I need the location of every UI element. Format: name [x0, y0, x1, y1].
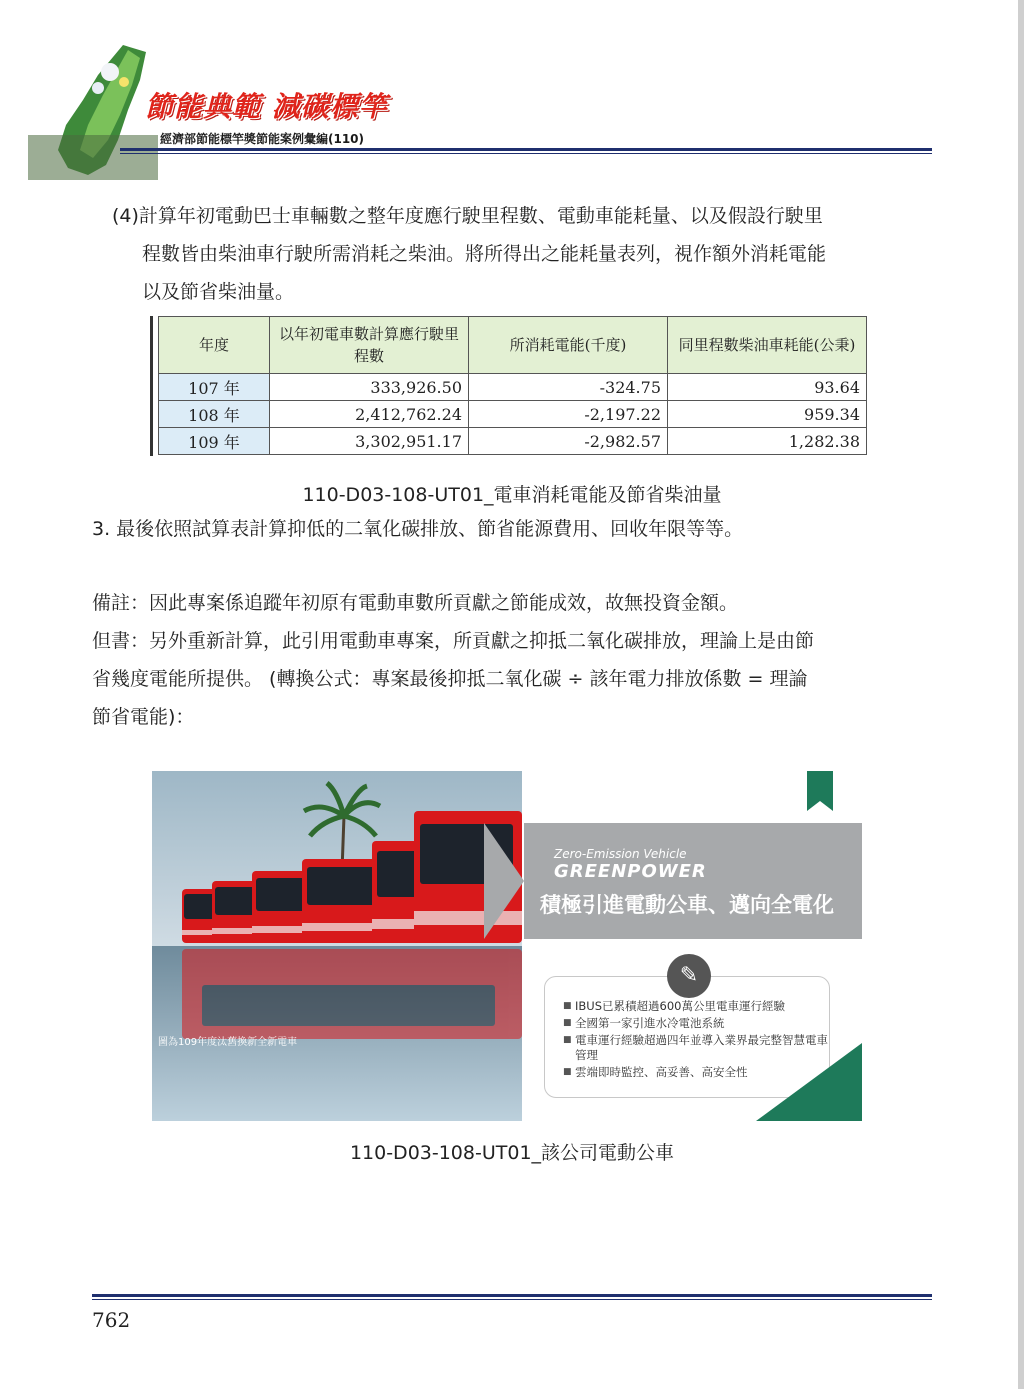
feature-item: ■ 全國第一家引進水冷電池系統 [563, 1016, 829, 1031]
feature-item: ■ 電車運行經驗超過四年並導入業界最完整智慧電車管理 [563, 1033, 829, 1063]
banner-arrow [484, 823, 524, 939]
photo-caption: 110-D03-108-UT01_該公司電動公車 [349, 1142, 675, 1164]
feature-item: ■ IBUS已累積超過600萬公里電車運行經驗 [563, 999, 829, 1014]
col-header-mileage: 以年初電車數計算應行駛里程數 [270, 317, 469, 374]
edit-icon: ✎ [667, 954, 711, 998]
table-row [159, 428, 867, 455]
photo-overlay-caption: 圖為109年度汰舊換新全新電車 [158, 1037, 298, 1048]
cell-mileage: 333,926.50 [270, 374, 469, 401]
energy-table [158, 316, 867, 455]
col-header-electricity: 所消耗電能(千度) [469, 317, 668, 374]
table-header-row [159, 317, 867, 374]
bus-4 [302, 859, 382, 943]
slogan-text: 積極引進電動公車、邁向全電化 [540, 893, 834, 917]
note-line-3: 省幾度電能所提供。 (轉換公式：專案最後抑抵二氧化碳 ÷ 該年電力排放係數 = 理論 [92, 668, 808, 690]
feature-item: ■ 雲端即時監控、高妥善、高安全性 [563, 1065, 829, 1080]
cell-diesel: 1,282.38 [668, 428, 867, 455]
cell-electricity: -2,982.57 [469, 428, 668, 455]
cell-mileage: 3,302,951.17 [270, 428, 469, 455]
brand-name: GREENPOWER [554, 861, 707, 882]
bus-reflection [182, 949, 522, 1039]
cell-electricity: -2,197.22 [469, 401, 668, 428]
table-row [159, 401, 867, 428]
green-corner-decoration [756, 1043, 862, 1121]
table-caption: 110-D03-108-UT01_電車消耗電能及節省柴油量 [302, 484, 722, 506]
cell-diesel: 959.34 [668, 401, 867, 428]
paragraph-4-line-1: (4)計算年初電動巴士車輛數之整年度應行駛里程數、電動車能耗量、以及假設行駛里 [112, 205, 823, 227]
note-line-4: 節省電能)： [92, 706, 195, 728]
cell-electricity: -324.75 [469, 374, 668, 401]
cell-diesel: 93.64 [668, 374, 867, 401]
cell-mileage: 2,412,762.24 [270, 401, 469, 428]
col-header-year: 年度 [159, 317, 270, 374]
note-line-1: 備註：因此專案係追蹤年初原有電動車數所貢獻之節能成效，故無投資金額。 [92, 592, 739, 614]
note-line-2: 但書：另外重新計算，此引用電動車專案，所貢獻之抑抵二氧化碳排放，理論上是由節 [92, 630, 815, 652]
item-3: 3. 最後依照試算表計算抑低的二氧化碳排放、節省能源費用、回收年限等等。 [92, 518, 744, 540]
cell-year: 107 年 [159, 374, 270, 401]
slogan-banner [524, 823, 862, 939]
header-rule-thin [120, 153, 932, 154]
page-number: 762 [92, 1308, 131, 1332]
table-row [159, 374, 867, 401]
bookmark-icon [807, 771, 833, 801]
bus-photo-left [152, 771, 522, 1121]
palm-tree-icon [302, 781, 382, 871]
footer-rule [92, 1294, 932, 1297]
footer-rule-thin [92, 1299, 932, 1300]
brand-tagline: Zero-Emission Vehicle [554, 847, 687, 861]
header-subtitle: 經濟部節能標竿獎節能案例彙編(110) [160, 132, 365, 146]
cell-year: 109 年 [159, 428, 270, 455]
paragraph-4 [112, 197, 932, 311]
cell-year: 108 年 [159, 401, 270, 428]
header-rule [120, 148, 932, 151]
col-header-diesel: 同里程數柴油車耗能(公秉) [668, 317, 867, 374]
note-block [92, 584, 932, 736]
electric-bus-photo [152, 771, 862, 1121]
table-left-bar [150, 316, 153, 456]
header-title: 節能典範 減碳標竿 [145, 90, 388, 123]
page-edge [1018, 0, 1024, 1389]
paragraph-4-line-3: 以及節省柴油量。 [142, 281, 295, 303]
paragraph-4-line-2: 程數皆由柴油車行駛所需消耗之柴油。將所得出之能耗量表列，視作額外消耗電能 [142, 243, 827, 265]
